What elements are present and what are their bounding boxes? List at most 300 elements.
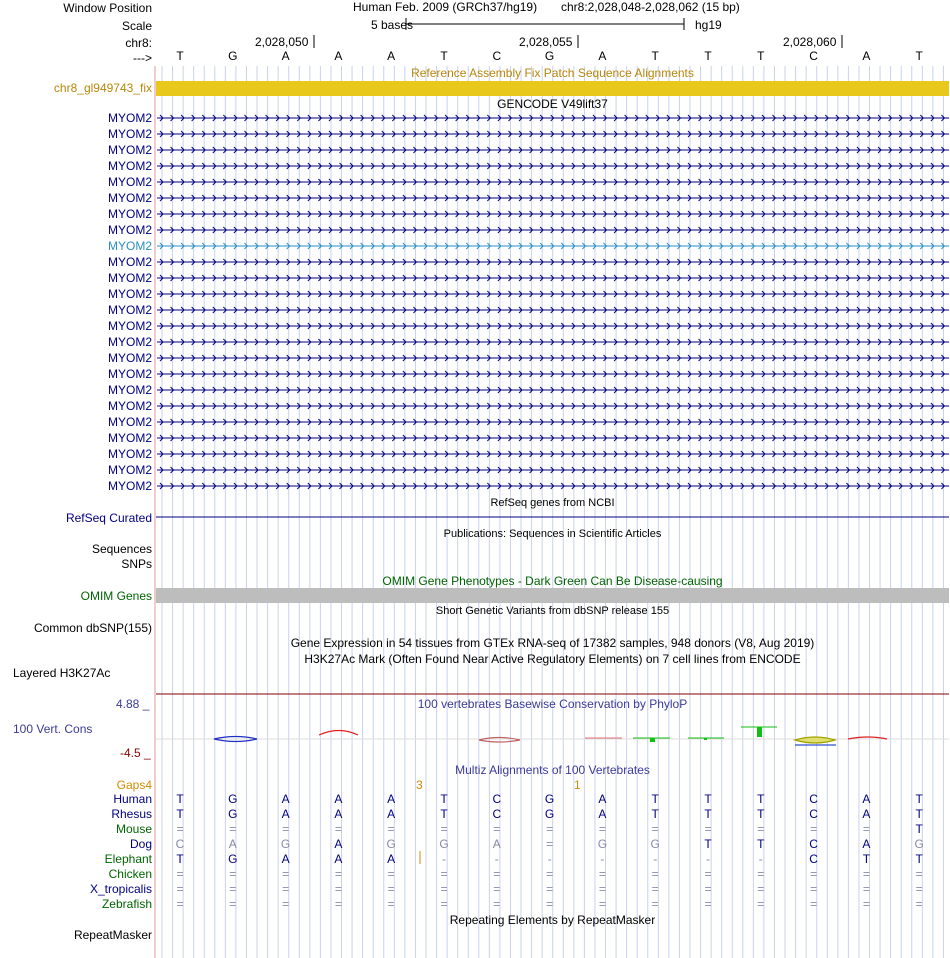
strand-arrow [920, 467, 923, 473]
strand-arrow [466, 147, 469, 153]
strand-arrow [878, 355, 881, 361]
strand-arrow [424, 451, 427, 457]
strand-arrow [287, 419, 290, 425]
strand-arrow [815, 195, 818, 201]
strand-arrow [171, 227, 174, 233]
strand-arrow [477, 195, 480, 201]
gencode-gene-label[interactable]: MYOM2 [107, 271, 152, 285]
publications-sequences-label[interactable]: Sequences [91, 542, 152, 556]
gencode-gene-label[interactable]: MYOM2 [107, 303, 152, 317]
strand-arrow [445, 227, 448, 233]
strand-arrow [392, 323, 395, 329]
strand-arrow [329, 451, 332, 457]
strand-arrow [276, 355, 279, 361]
strand-arrow [625, 163, 628, 169]
strand-arrow [508, 115, 511, 121]
strand-arrow [413, 307, 416, 313]
strand-arrow [435, 179, 438, 185]
strand-arrow [656, 195, 659, 201]
strand-arrow [382, 323, 385, 329]
strand-arrow [171, 483, 174, 489]
strand-arrow [572, 371, 575, 377]
strand-arrow [667, 419, 670, 425]
omim-gene-bar[interactable] [156, 588, 949, 603]
strand-arrow [530, 387, 533, 393]
gencode-gene-label[interactable]: MYOM2 [107, 431, 152, 445]
multiz-base: T [915, 822, 923, 836]
strand-arrow [234, 419, 237, 425]
strand-arrow [266, 371, 269, 377]
gencode-gene-label[interactable]: MYOM2 [107, 159, 152, 173]
strand-arrow [477, 147, 480, 153]
gencode-gene-label[interactable]: MYOM2 [107, 223, 152, 237]
strand-arrow [656, 403, 659, 409]
gencode-gene-label[interactable]: MYOM2 [107, 319, 152, 333]
strand-arrow [709, 227, 712, 233]
strand-arrow [910, 115, 913, 121]
gencode-gene-label[interactable]: MYOM2 [107, 175, 152, 189]
multiz-species-label[interactable]: Zebrafish [101, 897, 152, 911]
gencode-gene-label[interactable]: MYOM2 [107, 479, 152, 493]
strand-arrow [540, 147, 543, 153]
strand-arrow [244, 419, 247, 425]
strand-arrow [772, 371, 775, 377]
strand-arrow [762, 243, 765, 249]
strand-arrow [582, 307, 585, 313]
strand-arrow [815, 243, 818, 249]
multiz-species-label[interactable]: Dog [129, 837, 152, 851]
strand-arrow [677, 195, 680, 201]
strand-arrow [413, 147, 416, 153]
strand-arrow [825, 115, 828, 121]
strand-arrow [625, 371, 628, 377]
strand-arrow [508, 179, 511, 185]
strand-arrow [551, 387, 554, 393]
strand-arrow [677, 163, 680, 169]
strand-arrow [171, 419, 174, 425]
multiz-species-label[interactable]: Elephant [104, 852, 152, 866]
strand-arrow [160, 451, 163, 457]
strand-arrow [825, 435, 828, 441]
strand-arrow [297, 227, 300, 233]
multiz-species-label[interactable]: Human [113, 792, 152, 806]
strand-arrow [751, 371, 754, 377]
gencode-gene-label[interactable]: MYOM2 [107, 383, 152, 397]
strand-arrow [540, 371, 543, 377]
strand-arrow [709, 275, 712, 281]
strand-arrow [794, 419, 797, 425]
strand-arrow [498, 355, 501, 361]
strand-arrow [160, 483, 163, 489]
strand-arrow [582, 259, 585, 265]
gencode-gene-label[interactable]: MYOM2 [107, 191, 152, 205]
strand-arrow [741, 467, 744, 473]
gencode-gene-label[interactable]: MYOM2 [107, 239, 152, 253]
strand-arrow [171, 435, 174, 441]
repeatmasker-track-label[interactable]: RepeatMasker [73, 928, 152, 942]
strand-arrow [329, 195, 332, 201]
strand-arrow [392, 259, 395, 265]
strand-arrow [868, 483, 871, 489]
strand-arrow [910, 195, 913, 201]
strand-arrow [530, 115, 533, 121]
strand-arrow [340, 371, 343, 377]
strand-arrow [308, 403, 311, 409]
multiz-species-label[interactable]: X_tropicalis [89, 882, 152, 896]
strand-arrow [435, 211, 438, 217]
strand-arrow [688, 387, 691, 393]
strand-arrow [720, 179, 723, 185]
strand-arrow [614, 419, 617, 425]
strand-arrow [361, 387, 364, 393]
gencode-gene-label[interactable]: MYOM2 [107, 207, 152, 221]
gencode-gene-label[interactable]: MYOM2 [107, 367, 152, 381]
strand-arrow [920, 419, 923, 425]
strand-arrow [213, 403, 216, 409]
strand-arrow [783, 403, 786, 409]
strand-arrow [171, 243, 174, 249]
strand-arrow [857, 371, 860, 377]
strand-arrow [435, 259, 438, 265]
strand-arrow [403, 115, 406, 121]
multiz-base: A [862, 807, 871, 821]
strand-arrow [477, 483, 480, 489]
tick-label: 2,028,055 [519, 35, 573, 49]
strand-arrow [318, 451, 321, 457]
strand-arrow [244, 291, 247, 297]
strand-arrow [857, 291, 860, 297]
strand-arrow [530, 483, 533, 489]
strand-arrow [540, 451, 543, 457]
strand-arrow [667, 195, 670, 201]
strand-arrow [667, 403, 670, 409]
strand-arrow [181, 259, 184, 265]
strand-arrow [540, 195, 543, 201]
strand-arrow [540, 275, 543, 281]
strand-arrow [202, 451, 205, 457]
strand-arrow [329, 323, 332, 329]
publications-snps-label[interactable]: SNPs [121, 557, 152, 571]
strand-arrow [688, 339, 691, 345]
strand-arrow [392, 451, 395, 457]
gencode-gene-label[interactable]: MYOM2 [107, 447, 152, 461]
strand-arrow [878, 291, 881, 297]
multiz-species-label[interactable]: Rhesus [111, 807, 152, 821]
strand-arrow [234, 403, 237, 409]
strand-arrow [804, 275, 807, 281]
strand-arrow [435, 243, 438, 249]
strand-arrow [223, 419, 226, 425]
gencode-gene-label[interactable]: MYOM2 [107, 287, 152, 301]
strand-arrow [392, 483, 395, 489]
strand-arrow [424, 131, 427, 137]
fix-patch-alignment-bar[interactable] [156, 81, 949, 96]
strand-arrow [340, 147, 343, 153]
strand-arrow [646, 355, 649, 361]
multiz-base: = [651, 882, 659, 896]
strand-arrow [868, 115, 871, 121]
strand-arrow [899, 147, 902, 153]
strand-arrow [857, 387, 860, 393]
strand-arrow [487, 371, 490, 377]
fix-patch-track-label[interactable]: chr8_gl949743_fix [53, 81, 152, 95]
strand-arrow [889, 403, 892, 409]
strand-arrow [868, 275, 871, 281]
refseq-track-label[interactable]: RefSeq Curated [65, 511, 152, 525]
strand-arrow [255, 467, 258, 473]
strand-arrow [783, 259, 786, 265]
strand-arrow [435, 227, 438, 233]
strand-arrow [181, 163, 184, 169]
gencode-gene-label[interactable]: MYOM2 [107, 111, 152, 125]
strand-arrow [709, 339, 712, 345]
gencode-gene-label[interactable]: MYOM2 [107, 351, 152, 365]
strand-arrow [382, 227, 385, 233]
strand-arrow [730, 323, 733, 329]
strand-arrow [487, 435, 490, 441]
multiz-base: = [387, 882, 395, 896]
omim-track-label[interactable]: OMIM Genes [80, 589, 152, 603]
strand-arrow [276, 467, 279, 473]
strand-arrow [213, 371, 216, 377]
strand-arrow [857, 403, 860, 409]
strand-arrow [677, 275, 680, 281]
strand-arrow [688, 227, 691, 233]
strand-arrow [931, 387, 934, 393]
strand-arrow [329, 275, 332, 281]
strand-arrow [508, 355, 511, 361]
strand-arrow [815, 115, 818, 121]
strand-arrow [350, 387, 353, 393]
strand-arrow [751, 355, 754, 361]
gencode-gene-label[interactable]: MYOM2 [107, 143, 152, 157]
strand-arrow [741, 387, 744, 393]
strand-arrow [297, 275, 300, 281]
strand-arrow [456, 419, 459, 425]
strand-arrow [350, 243, 353, 249]
strand-arrow [730, 419, 733, 425]
gencode-gene-label[interactable]: MYOM2 [107, 399, 152, 413]
multiz-base: = [176, 822, 184, 836]
strand-arrow [287, 195, 290, 201]
strand-arrow [255, 259, 258, 265]
strand-arrow [783, 419, 786, 425]
strand-arrow [540, 307, 543, 313]
strand-arrow [931, 243, 934, 249]
strand-arrow [646, 435, 649, 441]
strand-arrow [857, 195, 860, 201]
strand-arrow [614, 275, 617, 281]
strand-arrow [593, 275, 596, 281]
dbsnp-track-label[interactable]: Common dbSNP(155) [33, 621, 152, 635]
strand-arrow [403, 339, 406, 345]
multiz-base: - [547, 852, 552, 866]
h3k27ac-track-label[interactable]: Layered H3K27Ac [13, 666, 111, 680]
strand-arrow [604, 323, 607, 329]
strand-arrow [551, 243, 554, 249]
strand-arrow [160, 435, 163, 441]
strand-arrow [392, 179, 395, 185]
multiz-base: = [493, 897, 501, 911]
strand-arrow [667, 243, 670, 249]
gencode-gene-label[interactable]: MYOM2 [107, 463, 152, 477]
gencode-gene-label[interactable]: MYOM2 [107, 127, 152, 141]
strand-arrow [846, 147, 849, 153]
strand-arrow [699, 211, 702, 217]
strand-arrow [910, 435, 913, 441]
strand-arrow [192, 387, 195, 393]
strand-arrow [361, 243, 364, 249]
strand-arrow [730, 227, 733, 233]
phylop-track-label[interactable]: 100 Vert. Cons [13, 722, 93, 736]
strand-arrow [392, 403, 395, 409]
multiz-base: A [281, 807, 290, 821]
strand-arrow [382, 211, 385, 217]
strand-arrow [572, 227, 575, 233]
strand-arrow [519, 419, 522, 425]
strand-arrow [223, 467, 226, 473]
strand-arrow [667, 371, 670, 377]
strand-arrow [192, 227, 195, 233]
strand-arrow [413, 131, 416, 137]
strand-arrow [445, 131, 448, 137]
strand-arrow [413, 387, 416, 393]
strand-arrow [762, 227, 765, 233]
strand-arrow [931, 339, 934, 345]
strand-arrow [561, 323, 564, 329]
strand-arrow [836, 115, 839, 121]
strand-arrow [836, 387, 839, 393]
strand-arrow [656, 179, 659, 185]
strand-arrow [456, 467, 459, 473]
strand-arrow [540, 467, 543, 473]
strand-arrow [297, 115, 300, 121]
strand-arrow [794, 163, 797, 169]
strand-arrow [825, 387, 828, 393]
strand-arrow [635, 115, 638, 121]
strand-arrow [403, 371, 406, 377]
strand-arrow [466, 403, 469, 409]
strand-arrow [720, 403, 723, 409]
strand-arrow [192, 307, 195, 313]
strand-arrow [392, 195, 395, 201]
strand-arrow [741, 307, 744, 313]
strand-arrow [371, 291, 374, 297]
strand-arrow [160, 467, 163, 473]
strand-arrow [340, 243, 343, 249]
strand-arrow [741, 131, 744, 137]
strand-arrow [244, 275, 247, 281]
strand-arrow [361, 211, 364, 217]
strand-arrow [371, 387, 374, 393]
multiz-base: G [228, 807, 238, 821]
strand-arrow [783, 435, 786, 441]
strand-arrow [783, 147, 786, 153]
strand-arrow [804, 435, 807, 441]
strand-arrow [720, 323, 723, 329]
strand-arrow [646, 179, 649, 185]
strand-arrow [762, 259, 765, 265]
strand-arrow [582, 179, 585, 185]
strand-arrow [741, 259, 744, 265]
multiz-species-label[interactable]: Chicken [108, 867, 152, 881]
strand-arrow [762, 339, 765, 345]
strand-arrow [878, 339, 881, 345]
multiz-species-label[interactable]: Mouse [115, 822, 152, 836]
multiz-base: A [334, 807, 343, 821]
multiz-base: T [704, 837, 712, 851]
strand-arrow [846, 163, 849, 169]
gencode-gene-label[interactable]: MYOM2 [107, 255, 152, 269]
strand-arrow [223, 451, 226, 457]
strand-arrow [825, 339, 828, 345]
strand-arrow [255, 355, 258, 361]
strand-arrow [730, 275, 733, 281]
strand-arrow [836, 291, 839, 297]
strand-arrow [635, 483, 638, 489]
strand-arrow [730, 115, 733, 121]
strand-arrow [910, 227, 913, 233]
multiz-base: - [653, 852, 658, 866]
strand-arrow [350, 467, 353, 473]
strand-arrow [551, 291, 554, 297]
strand-arrow [371, 147, 374, 153]
strand-arrow [308, 179, 311, 185]
gencode-gene-label[interactable]: MYOM2 [107, 335, 152, 349]
strand-arrow [836, 227, 839, 233]
strand-arrow [413, 339, 416, 345]
strand-arrow [688, 131, 691, 137]
strand-arrow [836, 435, 839, 441]
strand-arrow [435, 387, 438, 393]
strand-arrow [329, 131, 332, 137]
strand-arrow [340, 259, 343, 265]
strand-arrow [688, 195, 691, 201]
strand-arrow [720, 467, 723, 473]
strand-arrow [688, 435, 691, 441]
strand-arrow [445, 179, 448, 185]
strand-arrow [519, 211, 522, 217]
strand-arrow [667, 179, 670, 185]
strand-arrow [382, 115, 385, 121]
strand-arrow [709, 115, 712, 121]
strand-arrow [646, 243, 649, 249]
strand-arrow [899, 211, 902, 217]
strand-arrow [878, 323, 881, 329]
strand-arrow [287, 387, 290, 393]
strand-arrow [709, 259, 712, 265]
strand-arrow [614, 323, 617, 329]
strand-arrow [255, 131, 258, 137]
strand-arrow [646, 163, 649, 169]
strand-arrow [804, 195, 807, 201]
strand-arrow [223, 483, 226, 489]
strand-arrow [857, 147, 860, 153]
strand-arrow [297, 211, 300, 217]
strand-arrow [656, 291, 659, 297]
strand-arrow [836, 403, 839, 409]
strand-arrow [741, 419, 744, 425]
gencode-gene-label[interactable]: MYOM2 [107, 415, 152, 429]
strand-arrow [181, 291, 184, 297]
strand-arrow [751, 227, 754, 233]
strand-arrow [498, 483, 501, 489]
strand-arrow [625, 307, 628, 313]
strand-arrow [181, 131, 184, 137]
strand-arrow [445, 371, 448, 377]
strand-arrow [519, 227, 522, 233]
strand-arrow [308, 483, 311, 489]
